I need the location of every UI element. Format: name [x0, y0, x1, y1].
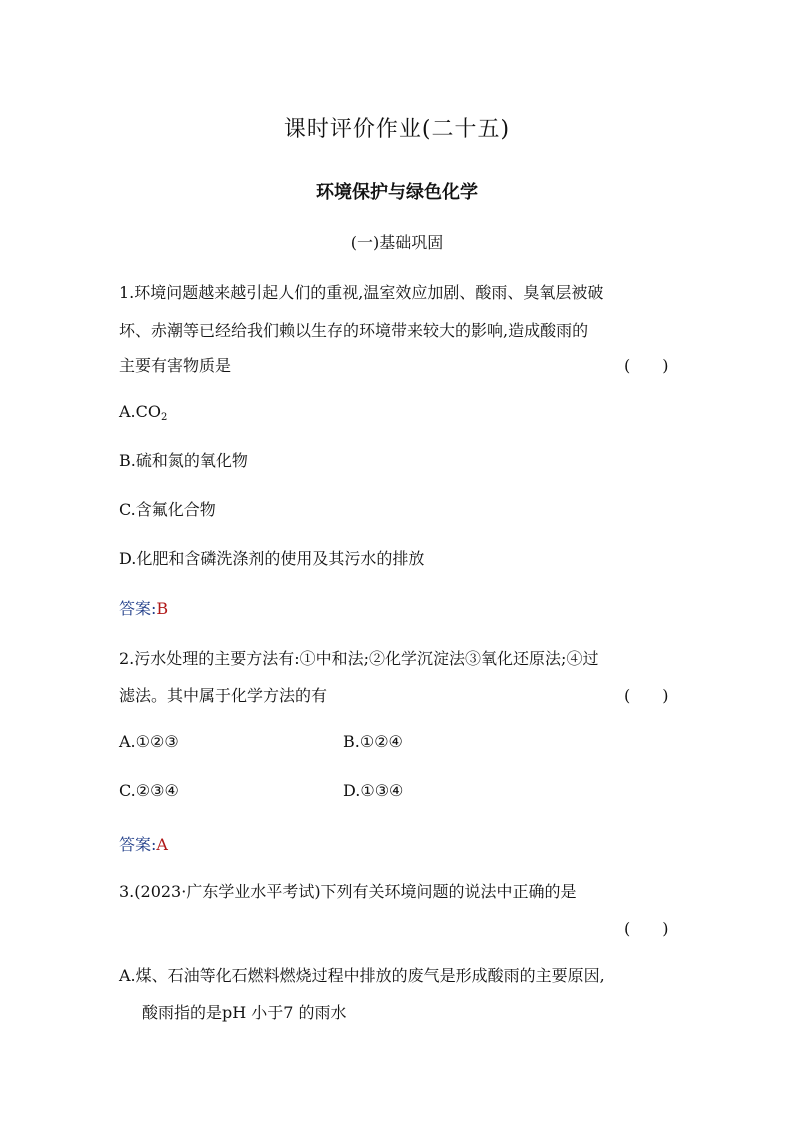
- q2-option-c: C.②③④: [119, 781, 179, 800]
- q1-option-d: D.化肥和含磷洗涤剂的使用及其污水的排放: [119, 549, 425, 568]
- q1-option-a-text: A.CO: [119, 402, 161, 421]
- q1-answer-blank: ( ): [624, 356, 669, 375]
- q2-answer: [119, 832, 168, 855]
- page-title: 课时评价作业(二十五): [283, 117, 511, 142]
- answer-label: 答案:: [119, 599, 157, 618]
- q3-option-a-line2: 酸雨指的是pH 小于7 的雨水: [142, 1003, 347, 1022]
- answer-value: A: [156, 835, 168, 854]
- q2-stem-line1: 2.污水处理的主要方法有:①中和法;②化学沉淀法③氧化还原法;④过: [119, 649, 599, 668]
- q3-stem-line1: 3.(2023·广东学业水平考试)下列有关环境问题的说法中正确的是: [119, 882, 577, 901]
- q1-stem-line1: 1.环境问题越来越引起人们的重视,温室效应加剧、酸雨、臭氧层被破: [119, 283, 604, 302]
- page-subtitle: 环境保护与绿色化学: [316, 182, 478, 203]
- q2-option-a: A.①②③: [119, 732, 179, 751]
- q2-answer-blank: ( ): [624, 686, 669, 705]
- q3-option-a-line1: A.煤、石油等化石燃料燃烧过程中排放的废气是形成酸雨的主要原因,: [119, 966, 605, 985]
- q1-stem-line3: 主要有害物质是: [119, 356, 232, 375]
- q1-option-a-subscript: 2: [161, 412, 168, 423]
- q1-option-c: C.含氟化合物: [119, 500, 216, 519]
- section-heading: (一)基础巩固: [350, 233, 444, 252]
- answer-label: 答案:: [119, 835, 157, 854]
- q1-stem-line2: 坏、赤潮等已经给我们赖以生存的环境带来较大的影响,造成酸雨的: [119, 321, 589, 340]
- q3-answer-blank: ( ): [624, 919, 669, 938]
- q2-stem-line2: 滤法。其中属于化学方法的有: [119, 686, 328, 705]
- q2-option-d: D.①③④: [343, 781, 404, 800]
- q2-option-b: B.①②④: [343, 732, 403, 751]
- q1-answer: [119, 596, 168, 619]
- answer-value: B: [156, 599, 169, 618]
- q1-option-a: [119, 402, 167, 423]
- q1-option-b: B.硫和氮的氧化物: [119, 451, 248, 470]
